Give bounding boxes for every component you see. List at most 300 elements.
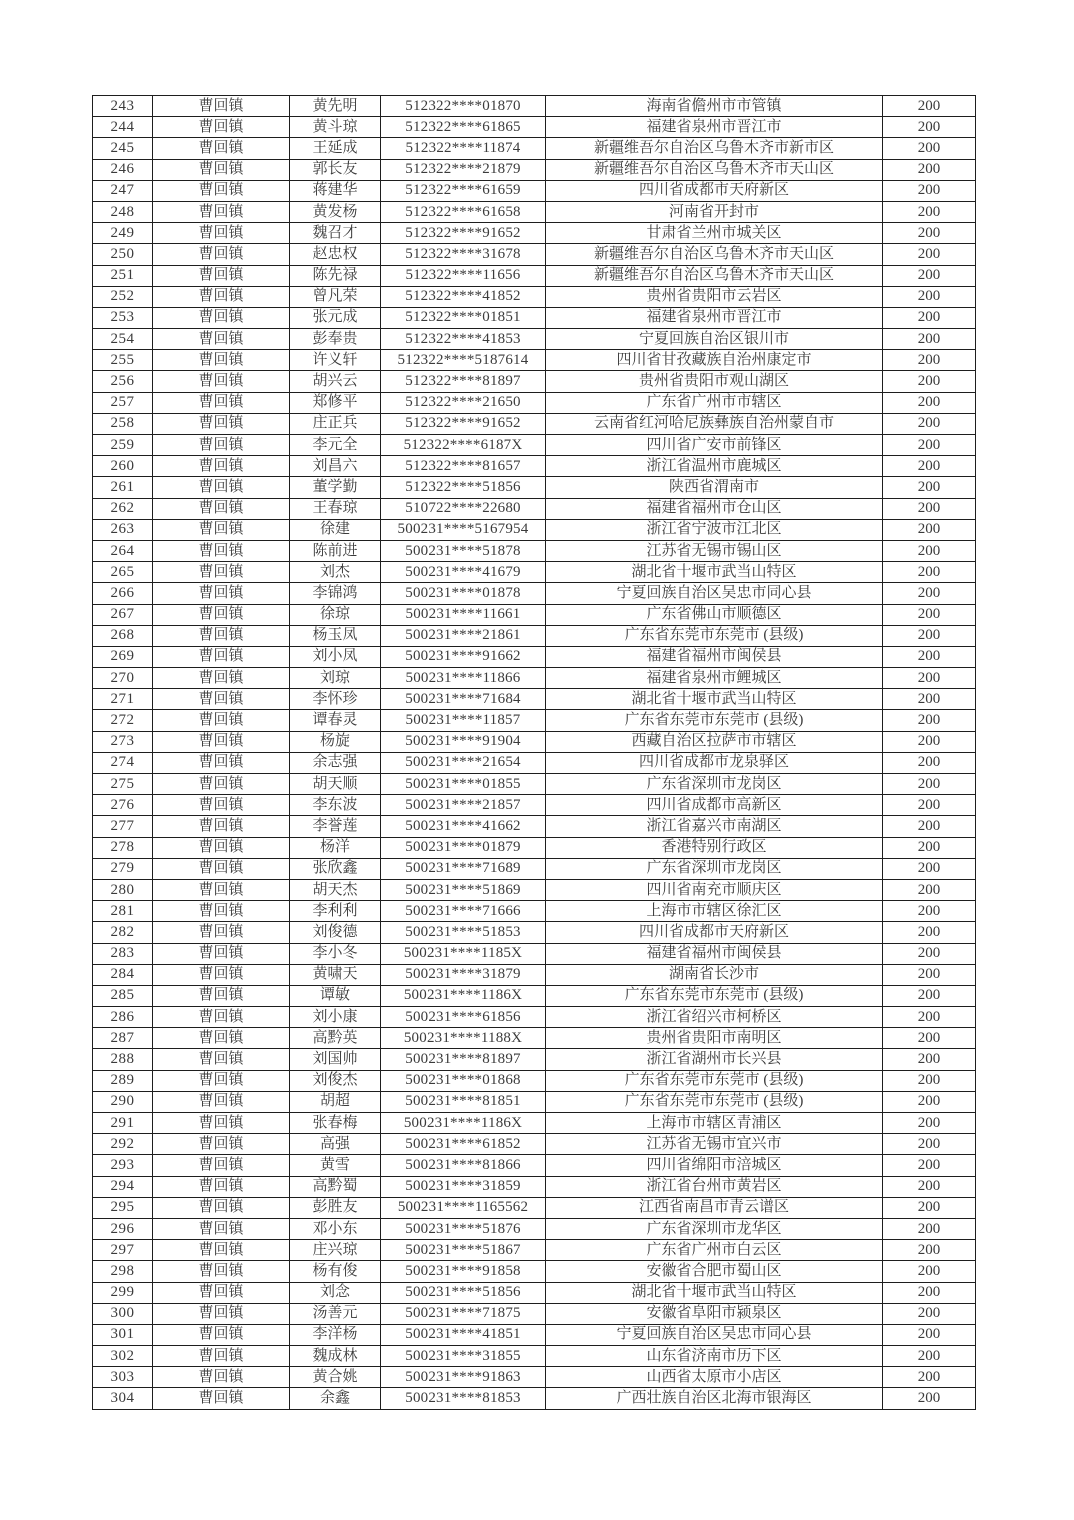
cell-town: 曹回镇 <box>153 774 290 795</box>
cell-amount: 200 <box>883 413 976 434</box>
cell-name: 谭敏 <box>290 985 381 1006</box>
cell-id_number: 500231****01868 <box>381 1070 546 1091</box>
table-row <box>93 1028 976 1049</box>
cell-amount: 200 <box>883 604 976 625</box>
cell-location: 广东省佛山市顺德区 <box>546 604 883 625</box>
cell-location: 上海市市辖区徐汇区 <box>546 901 883 922</box>
cell-name: 王春琼 <box>290 498 381 519</box>
cell-name: 郭长友 <box>290 159 381 180</box>
cell-location: 宁夏回族自治区吴忠市同心县 <box>546 1324 883 1345</box>
cell-town: 曹回镇 <box>153 901 290 922</box>
cell-location: 湖北省十堰市武当山特区 <box>546 562 883 583</box>
table-row <box>93 435 976 456</box>
cell-id_number: 500231****01878 <box>381 583 546 604</box>
cell-seq: 277 <box>93 816 153 837</box>
table-row <box>93 985 976 1006</box>
cell-id_number: 500231****1188X <box>381 1028 546 1049</box>
table-row <box>93 816 976 837</box>
cell-name: 李洋杨 <box>290 1324 381 1345</box>
cell-town: 曹回镇 <box>153 1324 290 1345</box>
cell-location: 湖北省十堰市武当山特区 <box>546 1282 883 1303</box>
cell-seq: 285 <box>93 985 153 1006</box>
cell-location: 陕西省渭南市 <box>546 477 883 498</box>
cell-id_number: 512322****61865 <box>381 117 546 138</box>
payment-roster-table-body <box>93 96 976 1410</box>
cell-id_number: 512322****31678 <box>381 244 546 265</box>
cell-seq: 265 <box>93 562 153 583</box>
cell-seq: 260 <box>93 456 153 477</box>
cell-seq: 301 <box>93 1324 153 1345</box>
table-row <box>93 519 976 540</box>
cell-town: 曹回镇 <box>153 1367 290 1388</box>
cell-seq: 268 <box>93 625 153 646</box>
cell-seq: 258 <box>93 413 153 434</box>
cell-name: 余志强 <box>290 752 381 773</box>
cell-seq: 289 <box>93 1070 153 1091</box>
table-row <box>93 1134 976 1155</box>
table-row <box>93 1218 976 1239</box>
table-row <box>93 646 976 667</box>
cell-location: 四川省南充市顺庆区 <box>546 879 883 900</box>
cell-location: 湖北省十堰市武当山特区 <box>546 689 883 710</box>
cell-location: 浙江省宁波市江北区 <box>546 519 883 540</box>
cell-town: 曹回镇 <box>153 1007 290 1028</box>
cell-seq: 282 <box>93 922 153 943</box>
cell-amount: 200 <box>883 964 976 985</box>
cell-town: 曹回镇 <box>153 795 290 816</box>
cell-id_number: 500231****01855 <box>381 774 546 795</box>
cell-location: 广东省深圳市龙岗区 <box>546 858 883 879</box>
cell-amount: 200 <box>883 307 976 328</box>
cell-location: 甘肃省兰州市城关区 <box>546 223 883 244</box>
cell-name: 徐建 <box>290 519 381 540</box>
cell-location: 广东省东莞市东莞市 (县级) <box>546 625 883 646</box>
cell-seq: 252 <box>93 286 153 307</box>
cell-town: 曹回镇 <box>153 1346 290 1367</box>
cell-town: 曹回镇 <box>153 180 290 201</box>
cell-town: 曹回镇 <box>153 689 290 710</box>
cell-id_number: 500231****51876 <box>381 1218 546 1239</box>
cell-id_number: 500231****1186X <box>381 1113 546 1134</box>
cell-seq: 256 <box>93 371 153 392</box>
cell-name: 陈前进 <box>290 540 381 561</box>
cell-seq: 266 <box>93 583 153 604</box>
cell-id_number: 512322****5187614 <box>381 350 546 371</box>
cell-id_number: 500231****31879 <box>381 964 546 985</box>
cell-amount: 200 <box>883 774 976 795</box>
cell-amount: 200 <box>883 456 976 477</box>
cell-name: 谭春灵 <box>290 710 381 731</box>
cell-id_number: 500231****51869 <box>381 879 546 900</box>
cell-amount: 200 <box>883 244 976 265</box>
cell-town: 曹回镇 <box>153 223 290 244</box>
table-row <box>93 795 976 816</box>
cell-seq: 249 <box>93 223 153 244</box>
cell-id_number: 500231****31855 <box>381 1346 546 1367</box>
cell-id_number: 500231****11857 <box>381 710 546 731</box>
table-row <box>93 329 976 350</box>
table-row <box>93 159 976 180</box>
cell-id_number: 512322****41852 <box>381 286 546 307</box>
cell-town: 曹回镇 <box>153 646 290 667</box>
cell-seq: 273 <box>93 731 153 752</box>
cell-seq: 261 <box>93 477 153 498</box>
table-row <box>93 1324 976 1345</box>
table-row <box>93 1007 976 1028</box>
cell-seq: 281 <box>93 901 153 922</box>
cell-seq: 303 <box>93 1367 153 1388</box>
cell-name: 彭胜友 <box>290 1197 381 1218</box>
cell-name: 刘小康 <box>290 1007 381 1028</box>
cell-amount: 200 <box>883 858 976 879</box>
document-page <box>92 95 975 1410</box>
cell-amount: 200 <box>883 816 976 837</box>
cell-amount: 200 <box>883 583 976 604</box>
table-row <box>93 1240 976 1261</box>
cell-id_number: 500231****71875 <box>381 1303 546 1324</box>
cell-name: 曾凡荣 <box>290 286 381 307</box>
cell-name: 许义轩 <box>290 350 381 371</box>
cell-name: 刘杰 <box>290 562 381 583</box>
cell-seq: 298 <box>93 1261 153 1282</box>
cell-amount: 200 <box>883 392 976 413</box>
cell-id_number: 500231****51856 <box>381 1282 546 1303</box>
cell-seq: 284 <box>93 964 153 985</box>
cell-name: 黄先明 <box>290 96 381 117</box>
cell-amount: 200 <box>883 138 976 159</box>
cell-name: 王延成 <box>290 138 381 159</box>
cell-amount: 200 <box>883 435 976 456</box>
table-row <box>93 96 976 117</box>
cell-name: 蒋建华 <box>290 180 381 201</box>
table-row <box>93 710 976 731</box>
table-row <box>93 774 976 795</box>
cell-location: 新疆维吾尔自治区乌鲁木齐市天山区 <box>546 265 883 286</box>
cell-id_number: 500231****1185X <box>381 943 546 964</box>
cell-id_number: 512322****81657 <box>381 456 546 477</box>
cell-id_number: 500231****41679 <box>381 562 546 583</box>
cell-amount: 200 <box>883 180 976 201</box>
table-row <box>93 879 976 900</box>
cell-location: 福建省福州市仓山区 <box>546 498 883 519</box>
table-row <box>93 371 976 392</box>
cell-location: 海南省儋州市市管镇 <box>546 96 883 117</box>
cell-amount: 200 <box>883 1282 976 1303</box>
cell-amount: 200 <box>883 498 976 519</box>
cell-town: 曹回镇 <box>153 329 290 350</box>
cell-id_number: 500231****51867 <box>381 1240 546 1261</box>
cell-town: 曹回镇 <box>153 477 290 498</box>
cell-seq: 280 <box>93 879 153 900</box>
cell-id_number: 500231****81853 <box>381 1388 546 1409</box>
cell-name: 魏召才 <box>290 223 381 244</box>
cell-seq: 269 <box>93 646 153 667</box>
cell-location: 香港特别行政区 <box>546 837 883 858</box>
table-row <box>93 201 976 222</box>
cell-town: 曹回镇 <box>153 1155 290 1176</box>
cell-town: 曹回镇 <box>153 371 290 392</box>
cell-location: 贵州省贵阳市南明区 <box>546 1028 883 1049</box>
table-row <box>93 1261 976 1282</box>
cell-id_number: 500231****1186X <box>381 985 546 1006</box>
cell-seq: 292 <box>93 1134 153 1155</box>
cell-location: 广东省东莞市东莞市 (县级) <box>546 1070 883 1091</box>
cell-id_number: 500231****41662 <box>381 816 546 837</box>
table-row <box>93 752 976 773</box>
cell-amount: 200 <box>883 1113 976 1134</box>
cell-name: 黄发杨 <box>290 201 381 222</box>
cell-town: 曹回镇 <box>153 858 290 879</box>
table-row <box>93 583 976 604</box>
cell-amount: 200 <box>883 1049 976 1070</box>
cell-location: 四川省成都市高新区 <box>546 795 883 816</box>
cell-town: 曹回镇 <box>153 265 290 286</box>
cell-town: 曹回镇 <box>153 413 290 434</box>
cell-id_number: 512322****11874 <box>381 138 546 159</box>
cell-town: 曹回镇 <box>153 964 290 985</box>
cell-id_number: 500231****1165562 <box>381 1197 546 1218</box>
cell-name: 张欣鑫 <box>290 858 381 879</box>
cell-seq: 283 <box>93 943 153 964</box>
cell-id_number: 500231****61852 <box>381 1134 546 1155</box>
cell-seq: 286 <box>93 1007 153 1028</box>
cell-name: 刘小凤 <box>290 646 381 667</box>
cell-id_number: 500231****01879 <box>381 837 546 858</box>
cell-name: 杨玉凤 <box>290 625 381 646</box>
cell-location: 广东省广州市白云区 <box>546 1240 883 1261</box>
cell-seq: 304 <box>93 1388 153 1409</box>
cell-seq: 297 <box>93 1240 153 1261</box>
cell-town: 曹回镇 <box>153 286 290 307</box>
cell-name: 李东波 <box>290 795 381 816</box>
cell-id_number: 500231****91904 <box>381 731 546 752</box>
cell-town: 曹回镇 <box>153 943 290 964</box>
cell-id_number: 500231****91662 <box>381 646 546 667</box>
cell-amount: 200 <box>883 1070 976 1091</box>
cell-id_number: 512322****21650 <box>381 392 546 413</box>
cell-seq: 293 <box>93 1155 153 1176</box>
cell-town: 曹回镇 <box>153 1303 290 1324</box>
cell-location: 广东省深圳市龙华区 <box>546 1218 883 1239</box>
cell-name: 李小冬 <box>290 943 381 964</box>
cell-name: 李怀珍 <box>290 689 381 710</box>
table-row <box>93 1303 976 1324</box>
table-row <box>93 689 976 710</box>
table-row <box>93 1091 976 1112</box>
cell-location: 广东省东莞市东莞市 (县级) <box>546 710 883 731</box>
cell-amount: 200 <box>883 1388 976 1409</box>
cell-seq: 263 <box>93 519 153 540</box>
cell-name: 魏成林 <box>290 1346 381 1367</box>
cell-town: 曹回镇 <box>153 710 290 731</box>
cell-location: 福建省福州市闽侯县 <box>546 943 883 964</box>
table-row <box>93 540 976 561</box>
cell-amount: 200 <box>883 159 976 180</box>
cell-town: 曹回镇 <box>153 117 290 138</box>
cell-name: 余鑫 <box>290 1388 381 1409</box>
cell-name: 刘念 <box>290 1282 381 1303</box>
cell-location: 广西壮族自治区北海市银海区 <box>546 1388 883 1409</box>
cell-amount: 200 <box>883 1176 976 1197</box>
cell-name: 杨洋 <box>290 837 381 858</box>
cell-amount: 200 <box>883 1346 976 1367</box>
cell-amount: 200 <box>883 1197 976 1218</box>
table-row <box>93 731 976 752</box>
payment-roster-table <box>92 95 976 1410</box>
cell-amount: 200 <box>883 117 976 138</box>
cell-town: 曹回镇 <box>153 604 290 625</box>
cell-town: 曹回镇 <box>153 1388 290 1409</box>
cell-id_number: 512322****81897 <box>381 371 546 392</box>
cell-amount: 200 <box>883 689 976 710</box>
table-row <box>93 477 976 498</box>
cell-name: 高强 <box>290 1134 381 1155</box>
cell-amount: 200 <box>883 1155 976 1176</box>
cell-amount: 200 <box>883 371 976 392</box>
cell-seq: 291 <box>93 1113 153 1134</box>
cell-name: 李锦鸿 <box>290 583 381 604</box>
cell-location: 安徽省阜阳市颍泉区 <box>546 1303 883 1324</box>
table-row <box>93 117 976 138</box>
table-row <box>93 307 976 328</box>
cell-location: 广东省东莞市东莞市 (县级) <box>546 1091 883 1112</box>
table-row <box>93 1346 976 1367</box>
table-row <box>93 1049 976 1070</box>
cell-seq: 244 <box>93 117 153 138</box>
cell-seq: 259 <box>93 435 153 456</box>
cell-amount: 200 <box>883 96 976 117</box>
cell-id_number: 512322****61659 <box>381 180 546 201</box>
cell-name: 刘国帅 <box>290 1049 381 1070</box>
cell-seq: 271 <box>93 689 153 710</box>
table-row <box>93 1176 976 1197</box>
cell-location: 浙江省温州市鹿城区 <box>546 456 883 477</box>
cell-town: 曹回镇 <box>153 922 290 943</box>
cell-name: 高黔英 <box>290 1028 381 1049</box>
cell-seq: 253 <box>93 307 153 328</box>
cell-name: 黄合姚 <box>290 1367 381 1388</box>
cell-seq: 288 <box>93 1049 153 1070</box>
cell-amount: 200 <box>883 943 976 964</box>
cell-town: 曹回镇 <box>153 392 290 413</box>
cell-amount: 200 <box>883 1218 976 1239</box>
cell-name: 赵忠权 <box>290 244 381 265</box>
cell-name: 陈先禄 <box>290 265 381 286</box>
cell-location: 新疆维吾尔自治区乌鲁木齐市天山区 <box>546 159 883 180</box>
cell-location: 新疆维吾尔自治区乌鲁木齐市新市区 <box>546 138 883 159</box>
cell-seq: 294 <box>93 1176 153 1197</box>
cell-location: 浙江省湖州市长兴县 <box>546 1049 883 1070</box>
cell-town: 曹回镇 <box>153 1218 290 1239</box>
cell-id_number: 500231****21861 <box>381 625 546 646</box>
cell-amount: 200 <box>883 1303 976 1324</box>
cell-name: 胡超 <box>290 1091 381 1112</box>
cell-town: 曹回镇 <box>153 435 290 456</box>
cell-location: 山西省太原市小店区 <box>546 1367 883 1388</box>
table-row <box>93 265 976 286</box>
cell-town: 曹回镇 <box>153 837 290 858</box>
cell-seq: 243 <box>93 96 153 117</box>
table-row <box>93 922 976 943</box>
cell-id_number: 500231****5167954 <box>381 519 546 540</box>
cell-name: 徐琼 <box>290 604 381 625</box>
cell-name: 李元全 <box>290 435 381 456</box>
table-row <box>93 562 976 583</box>
cell-seq: 246 <box>93 159 153 180</box>
cell-amount: 200 <box>883 265 976 286</box>
cell-name: 刘昌六 <box>290 456 381 477</box>
cell-town: 曹回镇 <box>153 1176 290 1197</box>
cell-town: 曹回镇 <box>153 1028 290 1049</box>
cell-amount: 200 <box>883 731 976 752</box>
cell-seq: 254 <box>93 329 153 350</box>
cell-id_number: 512322****21879 <box>381 159 546 180</box>
cell-location: 上海市市辖区青浦区 <box>546 1113 883 1134</box>
cell-location: 四川省成都市龙泉驿区 <box>546 752 883 773</box>
cell-name: 李利利 <box>290 901 381 922</box>
cell-location: 福建省福州市闽侯县 <box>546 646 883 667</box>
table-row <box>93 964 976 985</box>
cell-town: 曹回镇 <box>153 1261 290 1282</box>
cell-location: 河南省开封市 <box>546 201 883 222</box>
cell-seq: 257 <box>93 392 153 413</box>
cell-amount: 200 <box>883 752 976 773</box>
cell-seq: 287 <box>93 1028 153 1049</box>
cell-id_number: 512322****01870 <box>381 96 546 117</box>
cell-amount: 200 <box>883 1134 976 1155</box>
cell-id_number: 500231****71666 <box>381 901 546 922</box>
cell-location: 浙江省绍兴市柯桥区 <box>546 1007 883 1028</box>
cell-location: 福建省泉州市晋江市 <box>546 117 883 138</box>
cell-name: 张元成 <box>290 307 381 328</box>
table-row <box>93 1070 976 1091</box>
cell-name: 胡兴云 <box>290 371 381 392</box>
cell-location: 贵州省贵阳市观山湖区 <box>546 371 883 392</box>
cell-amount: 200 <box>883 223 976 244</box>
cell-amount: 200 <box>883 477 976 498</box>
cell-location: 江苏省无锡市锡山区 <box>546 540 883 561</box>
cell-id_number: 512322****01851 <box>381 307 546 328</box>
cell-id_number: 500231****81851 <box>381 1091 546 1112</box>
cell-name: 高黔蜀 <box>290 1176 381 1197</box>
table-row <box>93 244 976 265</box>
cell-town: 曹回镇 <box>153 159 290 180</box>
cell-town: 曹回镇 <box>153 752 290 773</box>
cell-seq: 272 <box>93 710 153 731</box>
cell-location: 宁夏回族自治区吴忠市同心县 <box>546 583 883 604</box>
cell-town: 曹回镇 <box>153 1240 290 1261</box>
cell-id_number: 500231****51853 <box>381 922 546 943</box>
cell-location: 宁夏回族自治区银川市 <box>546 329 883 350</box>
cell-town: 曹回镇 <box>153 625 290 646</box>
cell-seq: 264 <box>93 540 153 561</box>
cell-name: 杨旋 <box>290 731 381 752</box>
cell-id_number: 500231****41851 <box>381 1324 546 1345</box>
cell-location: 四川省绵阳市涪城区 <box>546 1155 883 1176</box>
cell-location: 新疆维吾尔自治区乌鲁木齐市天山区 <box>546 244 883 265</box>
cell-seq: 248 <box>93 201 153 222</box>
cell-amount: 200 <box>883 1028 976 1049</box>
cell-id_number: 500231****81866 <box>381 1155 546 1176</box>
cell-amount: 200 <box>883 562 976 583</box>
table-row <box>93 1155 976 1176</box>
cell-town: 曹回镇 <box>153 498 290 519</box>
cell-id_number: 500231****31859 <box>381 1176 546 1197</box>
cell-seq: 250 <box>93 244 153 265</box>
cell-amount: 200 <box>883 1367 976 1388</box>
cell-name: 黄斗琼 <box>290 117 381 138</box>
cell-seq: 251 <box>93 265 153 286</box>
